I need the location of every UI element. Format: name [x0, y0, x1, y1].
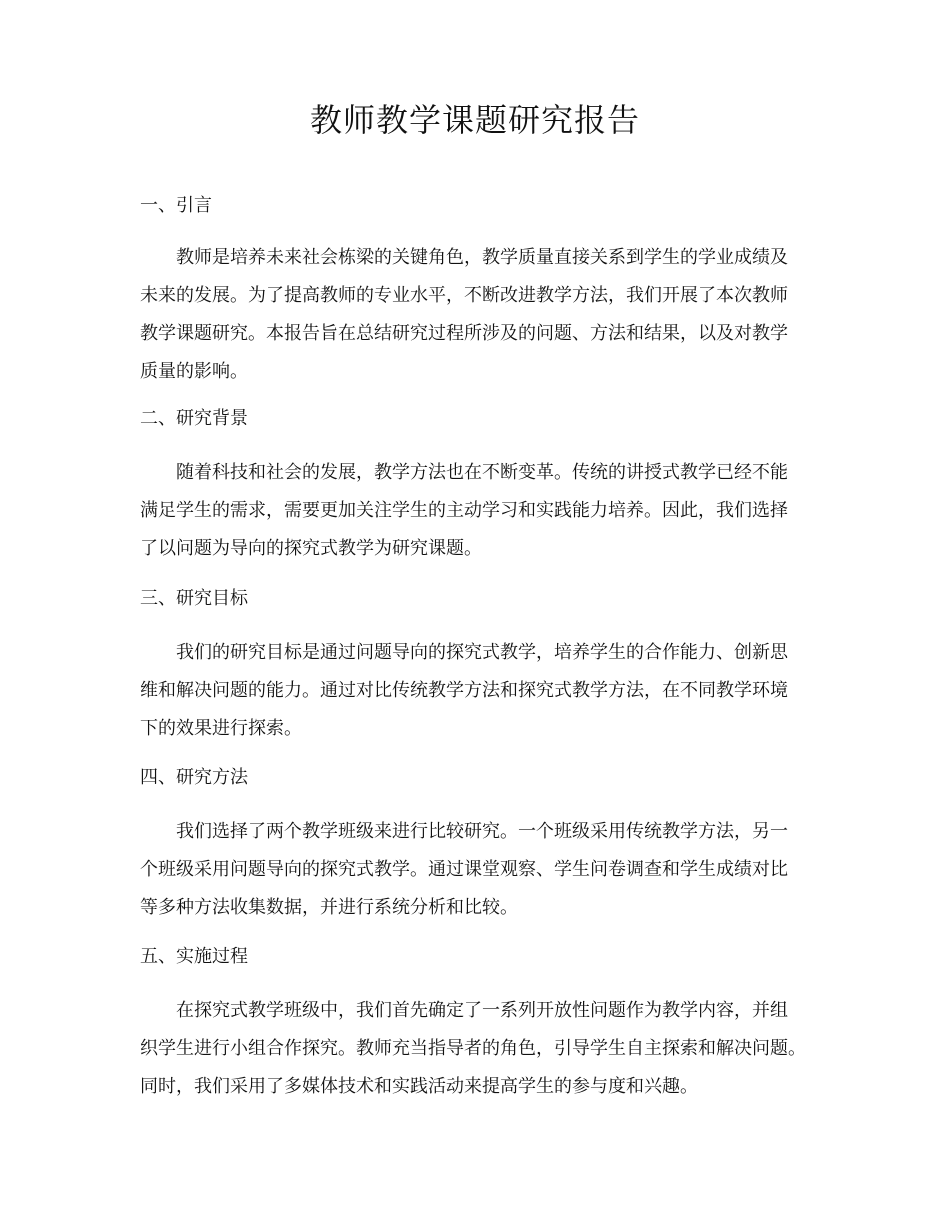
- section-heading-objectives: 三、研究目标: [140, 588, 248, 609]
- paragraph-objectives: [140, 634, 830, 748]
- paragraph-line: 我们选择了两个教学班级来进行比较研究。一个班级采用传统教学方法，另一: [176, 821, 788, 842]
- paragraph-background: [140, 454, 830, 568]
- paragraph-methods: [140, 813, 830, 927]
- section-heading-methods: 四、研究方法: [140, 767, 248, 788]
- paragraph-line: 未来的发展。为了提高教师的专业水平，不断改进教学方法，我们开展了本次教师: [140, 285, 788, 306]
- paragraph-introduction: [140, 239, 830, 391]
- paragraph-implementation: [140, 992, 830, 1106]
- paragraph-line: 我们的研究目标是通过问题导向的探究式教学，培养学生的合作能力、创新思: [176, 642, 788, 663]
- paragraph-line: 同时，我们采用了多媒体技术和实践活动来提高学生的参与度和兴趣。: [140, 1076, 698, 1097]
- paragraph-line: 质量的影响。: [140, 361, 248, 382]
- paragraph-line: 了以问题为导向的探究式教学为研究课题。: [140, 538, 482, 559]
- section-heading-background: 二、研究背景: [140, 408, 248, 429]
- paragraph-line: 在探究式教学班级中，我们首先确定了一系列开放性问题作为教学内容，并组: [176, 1000, 788, 1021]
- document-title: 教师教学课题研究报告: [309, 101, 640, 139]
- section-heading-introduction: 一、引言: [140, 195, 212, 216]
- paragraph-line: 下的效果进行探索。: [140, 718, 302, 739]
- paragraph-line: 织学生进行小组合作探究。教师充当指导者的角色，引导学生自主探索和解决问题。: [140, 1038, 806, 1059]
- paragraph-line: 个班级采用问题导向的探究式教学。通过课堂观察、学生问卷调查和学生成绩对比: [140, 859, 788, 880]
- paragraph-line: 等多种方法收集数据，并进行系统分析和比较。: [140, 897, 518, 918]
- paragraph-line: 满足学生的需求，需要更加关注学生的主动学习和实践能力培养。因此，我们选择: [140, 500, 788, 521]
- paragraph-line: 维和解决问题的能力。通过对比传统教学方法和探究式教学方法，在不同教学环境: [140, 680, 788, 701]
- paragraph-line: 教师是培养未来社会栋梁的关键角色，教学质量直接关系到学生的学业成绩及: [176, 247, 788, 268]
- paragraph-line: 随着科技和社会的发展，教学方法也在不断变革。传统的讲授式教学已经不能: [176, 462, 788, 483]
- section-heading-implementation: 五、实施过程: [140, 946, 248, 967]
- paragraph-line: 教学课题研究。本报告旨在总结研究过程所涉及的问题、方法和结果，以及对教学: [140, 323, 788, 344]
